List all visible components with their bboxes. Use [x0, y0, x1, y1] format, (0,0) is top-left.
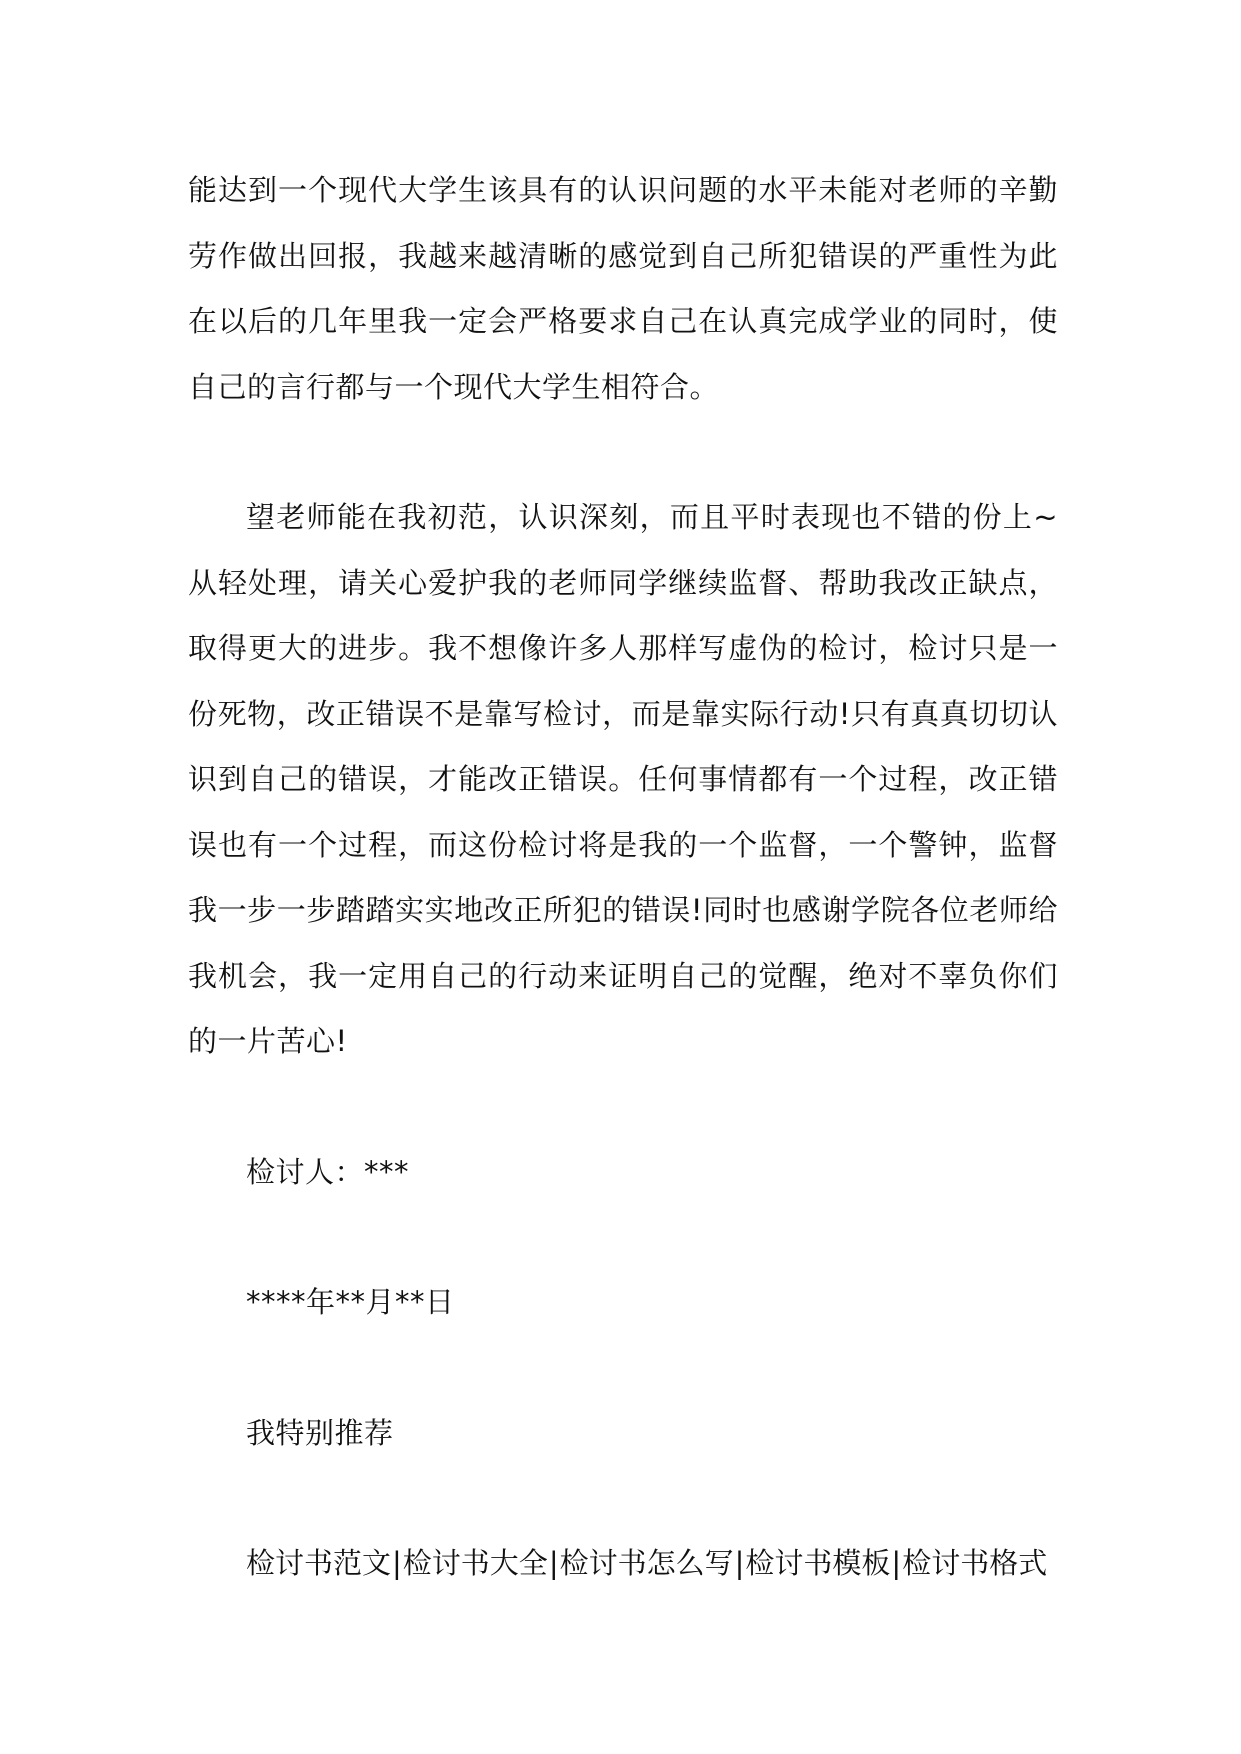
link-zenmexie[interactable]: 检讨书怎么写 [559, 1546, 734, 1580]
spacer [188, 1205, 1058, 1270]
link-muban[interactable]: 检讨书模板 [745, 1546, 891, 1580]
spacer [188, 1336, 1058, 1401]
date-line: ****年**月**日 [246, 1285, 455, 1319]
paragraph-2: 望老师能在我初范，认识深刻，而且平时表现也不错的份上~从轻处理，请关心爱护我的老师同学继续监督、帮助我改正缺点，取得更大的进步。我不想像许多人那样写虚伪的检讨，检讨只是一份死物，改正错误不是靠写检讨，而是靠实际行动!只有真真切切认识到自己的错误，才能改正错误。任何事情都有一个过程，改正错误也有一个过程，而这份检讨将是我的一个监督，一个警钟，监督我一步一步踏踏实实地改正所犯的错误!同时也感谢学院各位老师给我机会，我一定用自己的行动来证明自己的觉醒，绝对不辜负你们的一片苦心! [188, 500, 1058, 1058]
link-separator: | [392, 1546, 402, 1580]
link-daquan[interactable]: 检讨书大全 [402, 1546, 548, 1580]
spacer [188, 1075, 1058, 1140]
document-body [188, 158, 1058, 1597]
spacer [188, 1466, 1058, 1531]
link-geshi[interactable]: 检讨书格式 [902, 1546, 1048, 1580]
signature-line: 检讨人：*** [246, 1154, 410, 1189]
paragraph-1: 能达到一个现代大学生该具有的认识问题的水平未能对老师的辛勤劳作做出回报，我越来越清晰的感觉到自己所犯错误的严重性为此在以后的几年里我一定会严格要求自己在认真完成学业的同时，使自己的言行都与一个现代大学生相符合。 [188, 173, 1058, 404]
link-separator: | [548, 1546, 559, 1580]
link-separator: | [734, 1546, 745, 1580]
recommend-heading: 我特别推荐 [246, 1415, 394, 1450]
recommended-links [188, 1531, 1058, 1597]
link-separator: | [891, 1546, 902, 1580]
link-fanwen[interactable]: 检讨书范文 [246, 1546, 392, 1580]
